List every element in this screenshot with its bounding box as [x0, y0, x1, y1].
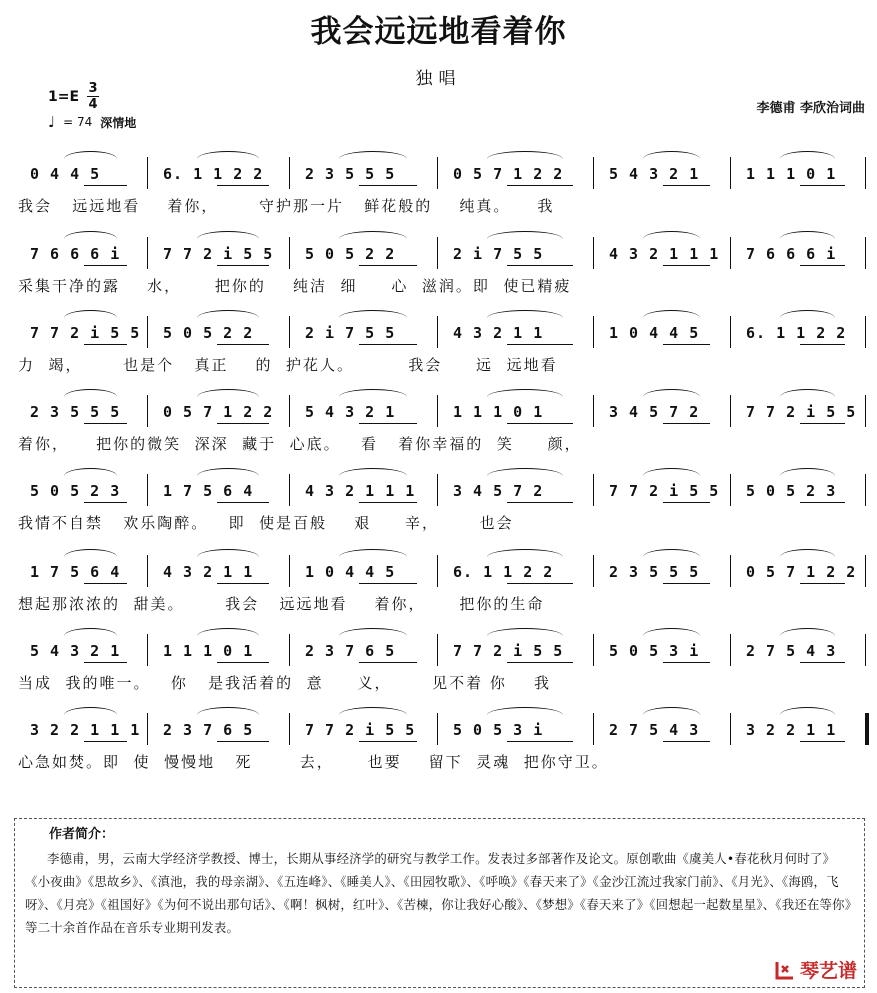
intro-text: 李德甫，男，云南大学经济学教授、博士，长期从事经济学的研究与教学工作。发表过多部著作及论文。原创歌曲《虞美人•春花秋月何时了》《小夜曲》《思故乡》、《滇池，我的母亲湖》、《五连峰》、《睡美人》、《田园牧歌》、《呼唤》《春天来了》《金沙江流过我家门前》、《月光》、《海鸥，飞呀》、《月亮》《祖国好》《为何不说出那句话》、《啊！枫树，红叶》、《苦楝，你让我好心酸》、《梦想》《春天来了》《回想起一起数星星》、《我还在等你》等二十余首作品在音乐专业期刊发表。	[25, 851, 852, 935]
slur-arc	[780, 389, 835, 397]
measure-notes: 2 i 7 5 5	[305, 324, 396, 342]
slur-arc	[780, 231, 835, 239]
bar-line	[593, 157, 594, 189]
lyric-line: 心急如焚。即 使 慢慢地 死 去， 也要 留下 灵魂 把你守卫。	[18, 753, 609, 771]
measure-notes: 1 7 5 6 4	[30, 563, 121, 581]
slur-arc	[339, 468, 407, 476]
lyric-line: 着你， 把你的微笑 深深 藏于 心底。 看 着你幸福的 笑 颜，	[18, 435, 582, 453]
measure-notes: 3 2 2 1 1	[746, 721, 837, 739]
beam-underline	[84, 741, 127, 742]
beam-underline	[663, 423, 710, 424]
measure-notes: 4 3 2 1 1 1	[609, 245, 720, 263]
beam-underline	[217, 185, 269, 186]
bar-line	[147, 474, 148, 506]
beam-underline	[359, 265, 417, 266]
bar-line	[147, 237, 148, 269]
measure-notes: 7 6 6 6 i	[746, 245, 837, 263]
bar-line	[147, 316, 148, 348]
time-beats: 3	[88, 81, 98, 96]
lyric-line: 力 竭， 也是个 真正 的 护花人。 我会 远 远地看	[18, 356, 558, 374]
slur-arc	[487, 628, 563, 636]
beam-underline	[217, 662, 269, 663]
beam-underline	[507, 265, 573, 266]
bar-line	[147, 555, 148, 587]
beam-underline	[359, 344, 417, 345]
beam-underline	[663, 265, 710, 266]
measure-notes: 6. 1 1 2 2	[746, 324, 847, 342]
slur-arc	[64, 628, 117, 636]
slur-arc	[197, 707, 259, 715]
beam-underline	[359, 502, 417, 503]
measure-notes: 5 0 5 2 2	[163, 324, 254, 342]
slur-arc	[197, 549, 259, 557]
beam-underline	[663, 502, 710, 503]
measure-notes: 7 7 2 i 5 5	[746, 403, 857, 421]
bar-line	[289, 634, 290, 666]
beam-underline	[507, 662, 573, 663]
bar-line	[593, 713, 594, 745]
measure-notes: 5 4 3 2 1	[305, 403, 396, 421]
beam-underline	[663, 662, 710, 663]
bar-line	[865, 555, 866, 587]
slur-arc	[339, 389, 407, 397]
slur-arc	[780, 151, 835, 159]
beam-underline	[84, 185, 127, 186]
score-system	[14, 713, 866, 771]
measure-notes: 4 3 2 1 1	[453, 324, 544, 342]
measure-notes: 5 4 3 2 1	[609, 165, 700, 183]
song-title: 我会远远地看着你	[310, 14, 567, 50]
measure-notes: 6. 1 1 2 2	[453, 563, 554, 581]
bar-line	[437, 237, 438, 269]
slur-arc	[780, 628, 835, 636]
bar-line	[437, 634, 438, 666]
slur-arc	[643, 707, 700, 715]
bar-line	[437, 555, 438, 587]
slur-arc	[780, 707, 835, 715]
bar-line	[437, 713, 438, 745]
bar-line	[147, 157, 148, 189]
measure-notes: 1 1 1 0 1	[163, 642, 254, 660]
measure-notes: 1 7 5 6 4	[163, 482, 254, 500]
measure-notes: 0 5 7 1 2 2	[746, 563, 857, 581]
beam-underline	[359, 185, 417, 186]
bar-line	[437, 395, 438, 427]
beam-underline	[800, 423, 845, 424]
slur-arc	[780, 310, 835, 318]
beam-underline	[359, 583, 417, 584]
lyric-line: 想起那浓浓的 甜美。 我会 远远地看 着你， 把你的生命	[18, 595, 545, 613]
beam-underline	[800, 344, 845, 345]
expression-marking: 深情地	[100, 115, 137, 130]
score-system	[14, 395, 866, 453]
time-signature	[87, 82, 99, 111]
bar-line	[593, 316, 594, 348]
slur-arc	[487, 231, 563, 239]
beam-underline	[800, 185, 845, 186]
bar-line	[147, 395, 148, 427]
beam-underline	[359, 423, 417, 424]
bar-line	[289, 237, 290, 269]
measure-notes: 7 7 2 i 5 5	[609, 482, 720, 500]
beam-underline	[217, 741, 269, 742]
beam-underline	[800, 265, 845, 266]
intro-heading: 作者简介：	[49, 827, 115, 842]
beam-underline	[507, 185, 573, 186]
measure-notes: 5 0 5 2 3	[30, 482, 121, 500]
slur-arc	[339, 549, 407, 557]
beam-underline	[663, 583, 710, 584]
slur-arc	[643, 310, 700, 318]
beam-underline	[84, 583, 127, 584]
slur-arc	[64, 389, 117, 397]
measure-notes: 3 2 2 1 1 1	[30, 721, 141, 739]
measure-notes: 1 1 1 0 1	[453, 403, 544, 421]
measure-notes: 5 4 3 2 1	[30, 642, 121, 660]
composer-credit: 李德甫 李欣治词曲	[756, 101, 865, 116]
bar-line	[730, 395, 731, 427]
beam-underline	[663, 344, 710, 345]
measure-notes: 1 0 4 4 5	[609, 324, 700, 342]
slur-arc	[197, 151, 259, 159]
measure-notes: 5 0 5 3 i	[453, 721, 544, 739]
slur-arc	[64, 707, 117, 715]
tempo-value: = 74	[63, 115, 93, 129]
slur-arc	[643, 549, 700, 557]
slur-arc	[339, 707, 407, 715]
slur-arc	[339, 628, 407, 636]
bar-line	[865, 474, 866, 506]
lyric-line: 当成 我的唯一。 你 是我活着的 意 义， 见不着 你 我	[18, 674, 551, 692]
slur-arc	[487, 151, 563, 159]
bar-line	[289, 713, 290, 745]
measure-notes: 1 0 4 4 5	[305, 563, 396, 581]
measure-notes: 2 i 7 5 5	[453, 245, 544, 263]
slur-arc	[64, 231, 117, 239]
lyric-line: 我情不自禁 欢乐陶醉。 即 使是百般 艰 辛， 也会	[18, 514, 514, 532]
bar-line	[730, 555, 731, 587]
slur-arc	[643, 468, 700, 476]
beam-underline	[359, 741, 417, 742]
beam-underline	[217, 583, 269, 584]
bar-line	[289, 157, 290, 189]
bar-line	[593, 237, 594, 269]
measure-notes: 7 7 2 i 5 5	[305, 721, 416, 739]
key-signature	[48, 82, 99, 111]
bar-line	[437, 157, 438, 189]
bar-line	[730, 474, 731, 506]
measure-notes: 7 6 6 6 i	[30, 245, 121, 263]
measure-notes: 4 3 2 1 1	[163, 563, 254, 581]
slur-arc	[487, 389, 563, 397]
measure-notes: 0 5 7 1 2 2	[453, 165, 564, 183]
measure-notes: 5 0 5 3 i	[609, 642, 700, 660]
measure-notes: 4 3 2 1 1 1	[305, 482, 416, 500]
measure-notes: 7 7 2 i 5 5	[453, 642, 564, 660]
bar-line	[593, 395, 594, 427]
bar-line	[865, 157, 866, 189]
slur-arc	[64, 310, 117, 318]
bar-line	[865, 395, 866, 427]
measure-notes: 2 3 5 5 5	[305, 165, 396, 183]
beam-underline	[84, 502, 127, 503]
beam-underline	[507, 344, 573, 345]
beam-underline	[800, 502, 845, 503]
slur-arc	[487, 707, 563, 715]
slur-arc	[487, 310, 563, 318]
slur-arc	[339, 231, 407, 239]
bar-line	[147, 713, 148, 745]
bar-line	[865, 634, 866, 666]
bar-line	[289, 395, 290, 427]
measure-notes: 2 3 5 5 5	[30, 403, 121, 421]
bar-line	[593, 634, 594, 666]
beam-underline	[507, 741, 573, 742]
key-label: 1=E	[48, 88, 80, 105]
beam-underline	[84, 344, 127, 345]
measure-notes: 2 3 5 5 5	[609, 563, 700, 581]
piano-logo-icon	[774, 960, 796, 980]
performance-type: 独唱	[415, 69, 462, 89]
slur-arc	[643, 628, 700, 636]
tempo-marking	[48, 113, 136, 131]
measure-notes: 6. 1 1 2 2	[163, 165, 264, 183]
beam-underline	[800, 662, 845, 663]
bar-line	[593, 474, 594, 506]
beam-underline	[84, 423, 127, 424]
measure-notes: 1 1 1 0 1	[746, 165, 837, 183]
bar-line	[730, 713, 731, 745]
bar-line	[865, 237, 866, 269]
score-system	[14, 474, 866, 532]
slur-arc	[780, 549, 835, 557]
beam-underline	[663, 185, 710, 186]
measure-notes: 5 0 5 2 2	[305, 245, 396, 263]
slur-arc	[64, 468, 117, 476]
bar-line	[147, 634, 148, 666]
score-system	[14, 157, 866, 215]
slur-arc	[197, 231, 259, 239]
beam-underline	[507, 423, 573, 424]
bar-line	[593, 555, 594, 587]
beam-underline	[84, 265, 127, 266]
measure-notes: 0 4 4 5	[30, 165, 101, 183]
slur-arc	[339, 151, 407, 159]
beam-underline	[663, 741, 710, 742]
beam-underline	[84, 662, 127, 663]
beam-underline	[217, 423, 269, 424]
score-system	[14, 316, 866, 374]
measure-notes: 3 4 5 7 2	[453, 482, 544, 500]
slur-arc	[339, 310, 407, 318]
beam-underline	[800, 741, 845, 742]
bar-line	[437, 474, 438, 506]
quarter-note-icon: ♩	[48, 113, 56, 131]
beam-underline	[359, 662, 417, 663]
slur-arc	[780, 468, 835, 476]
logo-text: 琴艺谱	[799, 960, 857, 982]
lyric-line: 我会 远远地看 着你， 守护那一片 鲜花般的 纯真。 我	[18, 197, 555, 215]
bar-line	[865, 713, 869, 745]
slur-arc	[487, 468, 563, 476]
beam-underline	[507, 502, 573, 503]
measure-notes: 0 5 7 1 2 2	[163, 403, 274, 421]
measure-notes: 7 7 2 i 5 5	[163, 245, 274, 263]
measure-notes: 2 7 5 4 3	[746, 642, 837, 660]
measure-notes: 2 3 7 6 5	[305, 642, 396, 660]
measure-notes: 3 4 5 7 2	[609, 403, 700, 421]
slur-arc	[643, 389, 700, 397]
slur-arc	[643, 231, 700, 239]
slur-arc	[197, 389, 259, 397]
bar-line	[730, 634, 731, 666]
beam-underline	[800, 583, 845, 584]
time-unit: 4	[88, 97, 98, 112]
bar-line	[289, 555, 290, 587]
slur-arc	[197, 468, 259, 476]
slur-arc	[64, 151, 117, 159]
beam-underline	[217, 344, 269, 345]
measure-notes: 5 0 5 2 3	[746, 482, 837, 500]
bar-line	[730, 237, 731, 269]
beam-underline	[507, 583, 573, 584]
lyric-line: 采集干净的露 水， 把你的 纯洁 细 心 滋润。即 使已精疲	[18, 277, 572, 295]
site-logo[interactable]	[774, 956, 857, 983]
bar-line	[289, 316, 290, 348]
bar-line	[730, 316, 731, 348]
measure-notes: 2 3 7 6 5	[163, 721, 254, 739]
slur-arc	[643, 151, 700, 159]
measure-notes: 7 7 2 i 5 5	[30, 324, 141, 342]
slur-arc	[197, 310, 259, 318]
slur-arc	[197, 628, 259, 636]
bar-line	[865, 316, 866, 348]
score-system	[14, 237, 866, 295]
bar-line	[289, 474, 290, 506]
beam-underline	[217, 265, 269, 266]
beam-underline	[217, 502, 269, 503]
author-intro-box	[14, 818, 865, 988]
slur-arc	[487, 549, 563, 557]
measure-notes: 2 7 5 4 3	[609, 721, 700, 739]
bar-line	[437, 316, 438, 348]
score-system	[14, 634, 866, 692]
score-system	[14, 555, 866, 613]
bar-line	[730, 157, 731, 189]
slur-arc	[64, 549, 117, 557]
